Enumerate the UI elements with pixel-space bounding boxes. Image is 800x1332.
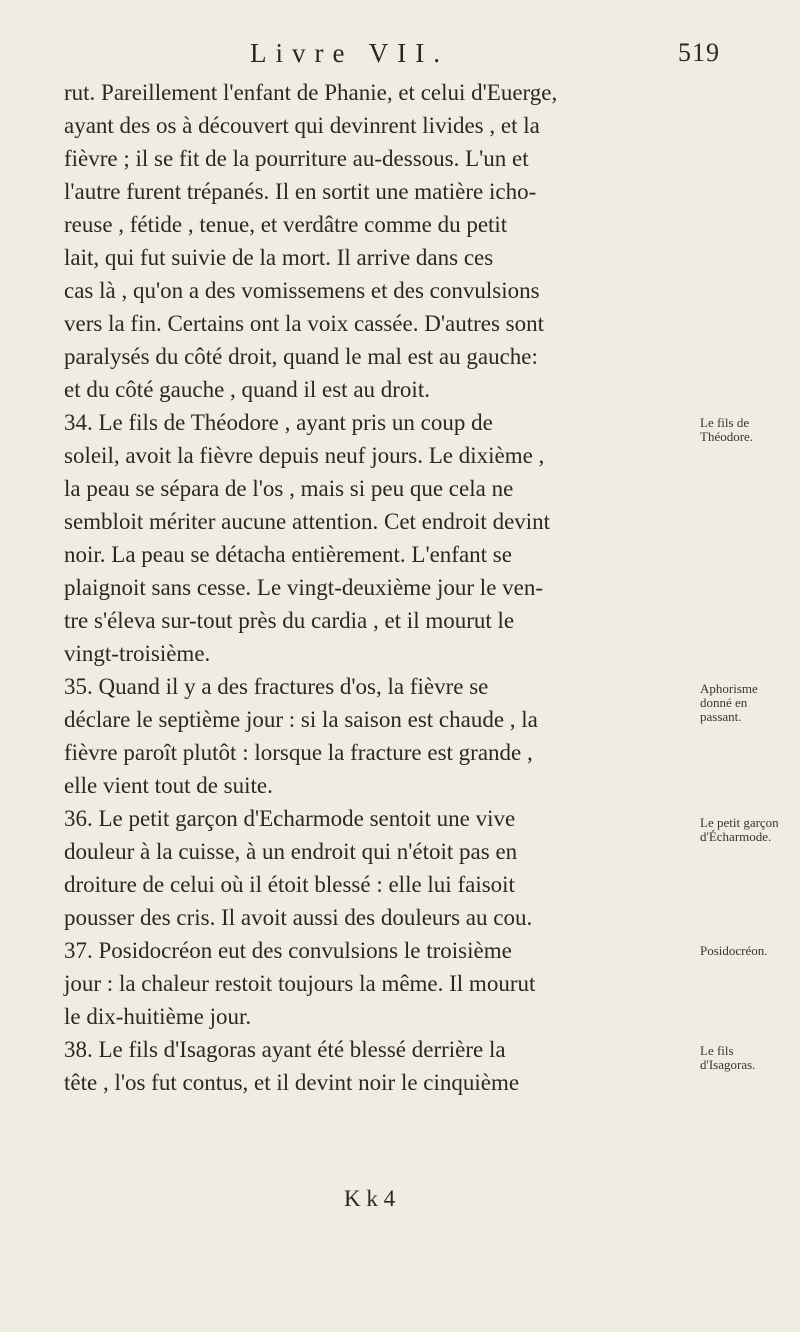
text-line: l'autre furent trépanés. Il en sortit une matière icho-: [64, 179, 537, 204]
margin-note: Le fils d'Isagoras.: [700, 1043, 756, 1072]
text-line: sembloit mériter aucune attention. Cet endroit devint: [64, 509, 551, 534]
text-line: fièvre ; il se fit de la pourriture au-dessous. L'un et: [64, 146, 529, 171]
text-line: vers la fin. Certains ont la voix cassée. D'autres sont: [64, 311, 544, 336]
text-line: douleur à la cuisse, à un endroit qui n'étoit pas en: [64, 839, 518, 864]
text-line: 35. Quand il y a des fractures d'os, la fièvre se: [64, 674, 489, 699]
text-line: déclare le septième jour : si la saison est chaude , la: [64, 707, 538, 732]
text-line: fièvre paroît plutôt : lorsque la fracture est grande ,: [64, 740, 533, 765]
running-header: [250, 38, 720, 69]
text-line: 37. Posidocréon eut des convulsions le troisième: [64, 938, 512, 963]
text-line: plaignoit sans cesse. Le vingt-deuxième jour le ven-: [64, 575, 544, 600]
margin-note: Posidocréon.: [700, 943, 768, 958]
text-line: droiture de celui où il étoit blessé : elle lui faisoit: [64, 872, 515, 897]
text-line: 36. Le petit garçon d'Echarmode sentoit une vive: [64, 806, 516, 831]
text-line: jour : la chaleur restoit toujours la même. Il mourut: [64, 971, 536, 996]
text-line: vingt-troisième.: [64, 641, 211, 666]
text-line: lait, qui fut suivie de la mort. Il arrive dans ces: [64, 245, 494, 270]
text-line: 34. Le fils de Théodore , ayant pris un coup de: [64, 410, 493, 435]
text-line: la peau se sépara de l'os , mais si peu que cela ne: [64, 476, 514, 501]
text-line: et du côté gauche , quand il est au droit.: [64, 377, 430, 402]
text-line: cas là , qu'on a des vomissemens et des convulsions: [64, 278, 540, 303]
header-title: Livre VII.: [250, 38, 449, 68]
text-line: reuse , fétide , tenue, et verdâtre comme du petit: [64, 212, 508, 237]
text-line: ayant des os à découvert qui devinrent livides , et la: [64, 113, 540, 138]
text-line: 38. Le fils d'Isagoras ayant été blessé derrière la: [64, 1037, 506, 1062]
text-line: le dix-huitième jour.: [64, 1004, 252, 1029]
margin-note: Le fils de Théodore.: [700, 415, 754, 444]
text-line: elle vient tout de suite.: [64, 773, 273, 798]
margin-note: Aphorisme donné en passant.: [700, 681, 758, 724]
text-line: paralysés du côté droit, quand le mal est au gauche:: [64, 344, 538, 369]
page-number: 519: [678, 38, 720, 67]
text-line: pousser des cris. Il avoit aussi des douleurs au cou.: [64, 905, 533, 930]
text-line: rut. Pareillement l'enfant de Phanie, et celui d'Euerge,: [64, 80, 558, 105]
signature-mark: K k 4: [344, 1186, 396, 1211]
text-line: soleil, avoit la fièvre depuis neuf jours. Le dixième ,: [64, 443, 545, 468]
margin-note: Le petit garçon d'Écharmode.: [700, 815, 779, 844]
text-line: noir. La peau se détacha entièrement. L'enfant se: [64, 542, 512, 567]
text-line: tre s'éleva sur-tout près du cardia , et il mourut le: [64, 608, 515, 633]
text-line: tête , l'os fut contus, et il devint noir le cinquième: [64, 1070, 520, 1095]
